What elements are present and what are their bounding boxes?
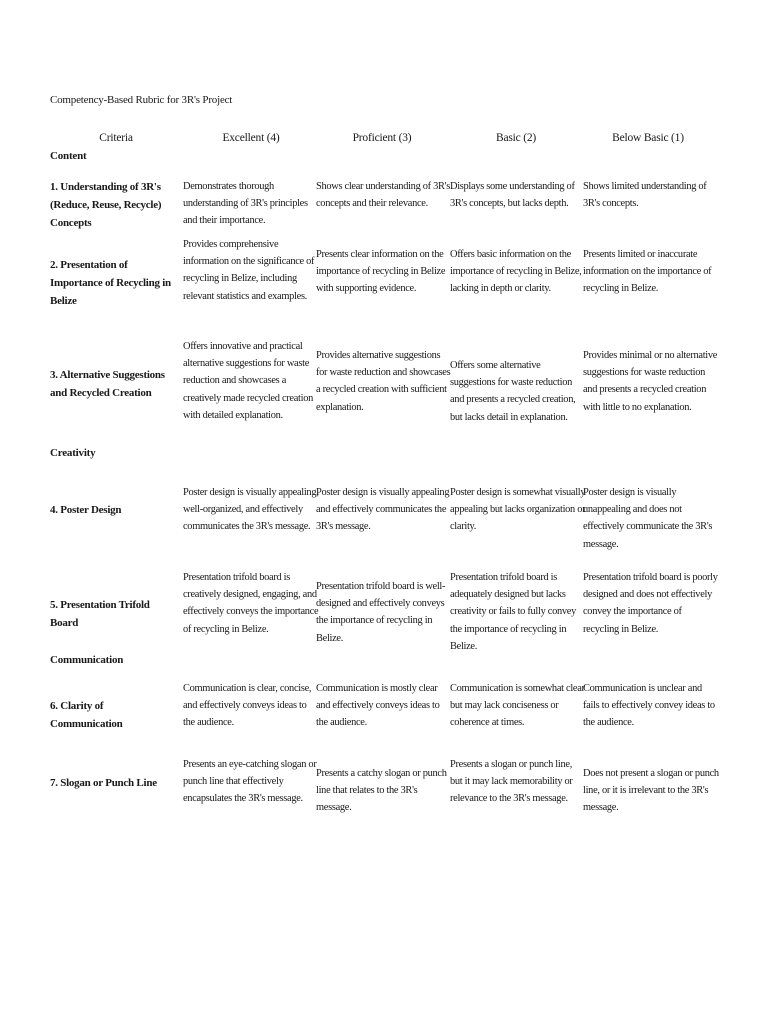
proficient-cell: Shows clear understanding of 3R's concepts and their relevance. xyxy=(316,181,450,210)
section-heading-content: Content xyxy=(50,150,87,162)
proficient-cell: Poster design is visually appealing and effectively communicates the 3R's message. xyxy=(316,487,450,533)
proficient-cell: Provides alternative suggestions for waste reduction and showcases a recycled creation with sufficient explanation. xyxy=(316,350,451,413)
excellent-cell: Presents an eye-catching slogan or punch line that effectively encapsulates the 3R's message. xyxy=(183,759,317,805)
header-proficient: Proficient (3) xyxy=(352,132,412,144)
proficient-cell: Presentation trifold board is well-designed and effectively conveys the importance of recycling in Belize. xyxy=(316,581,446,644)
section-heading-communication: Communication xyxy=(50,654,124,666)
excellent-cell: Presentation trifold board is creatively designed, engaging, and effectively conveys the importance of recycling in Belize. xyxy=(183,572,319,635)
basic-cell: Presentation trifold board is adequately designed but lacks creativity or fails to fully convey the importance of recycling in Belize. xyxy=(450,572,576,652)
below-basic-cell: Shows limited understanding of 3R's concepts. xyxy=(583,181,707,210)
criteria-cell: 5. Presentation Trifold Board xyxy=(50,599,150,629)
excellent-cell: Offers innovative and practical alternative suggestions for waste reduction and showcases a creatively made recycled creation with detailed explanation. xyxy=(183,341,313,421)
below-basic-cell: Communication is unclear and fails to effectively convey ideas to the audience. xyxy=(583,683,715,729)
below-basic-cell: Presentation trifold board is poorly designed and does not effectively convey the importance of recycling in Belize. xyxy=(583,572,718,635)
basic-cell: Offers basic information on the importance of recycling in Belize, lacking in depth or clarity. xyxy=(450,249,582,295)
excellent-cell: Demonstrates thorough understanding of 3R's principles and their importance. xyxy=(183,181,308,227)
basic-cell: Communication is somewhat clear but may lack conciseness or coherence at times. xyxy=(450,683,585,729)
proficient-cell: Presents a catchy slogan or punch line that relates to the 3R's message. xyxy=(316,768,447,814)
criteria-cell: 4. Poster Design xyxy=(50,504,122,516)
proficient-cell: Communication is mostly clear and effectively conveys ideas to the audience. xyxy=(316,683,440,729)
excellent-cell: Poster design is visually appealing, well-organized, and effectively communicates the 3R's message. xyxy=(183,487,319,533)
document-title: Competency-Based Rubric for 3R's Project xyxy=(50,94,233,106)
header-below-basic: Below Basic (1) xyxy=(612,132,684,144)
header-criteria: Criteria xyxy=(99,132,133,144)
below-basic-cell: Poster design is visually unappealing and does not effectively communicate the 3R's message. xyxy=(583,487,713,550)
excellent-cell: Communication is clear, concise, and effectively conveys ideas to the audience. xyxy=(183,683,312,729)
basic-cell: Offers some alternative suggestions for waste reduction and presents a recycled creation, but lacks detail in explanation. xyxy=(450,360,576,423)
header-basic: Basic (2) xyxy=(495,132,537,144)
criteria-cell: 7. Slogan or Punch Line xyxy=(50,777,157,789)
below-basic-cell: Presents limited or inaccurate information on the importance of recycling in Belize. xyxy=(583,249,712,295)
basic-cell: Displays some understanding of 3R's concepts, but lacks depth. xyxy=(450,181,575,210)
basic-cell: Presents a slogan or punch line, but it may lack memorability or relevance to the 3R's message. xyxy=(450,759,573,805)
section-heading-creativity: Creativity xyxy=(50,447,96,459)
below-basic-cell: Provides minimal or no alternative suggestions for waste reduction and presents a recycled creation with little to no explanation. xyxy=(583,350,718,413)
criteria-cell: 1. Understanding of 3R's (Reduce, Reuse, Recycle) Concepts xyxy=(50,181,162,229)
criteria-cell: 3. Alternative Suggestions and Recycled Creation xyxy=(50,369,165,399)
criteria-cell: 2. Presentation of Importance of Recycling in Belize xyxy=(50,259,171,307)
header-excellent: Excellent (4) xyxy=(222,132,280,144)
basic-cell: Poster design is somewhat visually appealing but lacks organization or clarity. xyxy=(450,487,586,533)
excellent-cell: Provides comprehensive information on the significance of recycling in Belize, including relevant statistics and examples. xyxy=(183,239,315,302)
below-basic-cell: Does not present a slogan or punch line, or it is irrelevant to the 3R's message. xyxy=(583,768,719,814)
proficient-cell: Presents clear information on the importance of recycling in Belize with supporting evidence. xyxy=(316,249,446,295)
criteria-cell: 6. Clarity of Communication xyxy=(50,700,123,730)
